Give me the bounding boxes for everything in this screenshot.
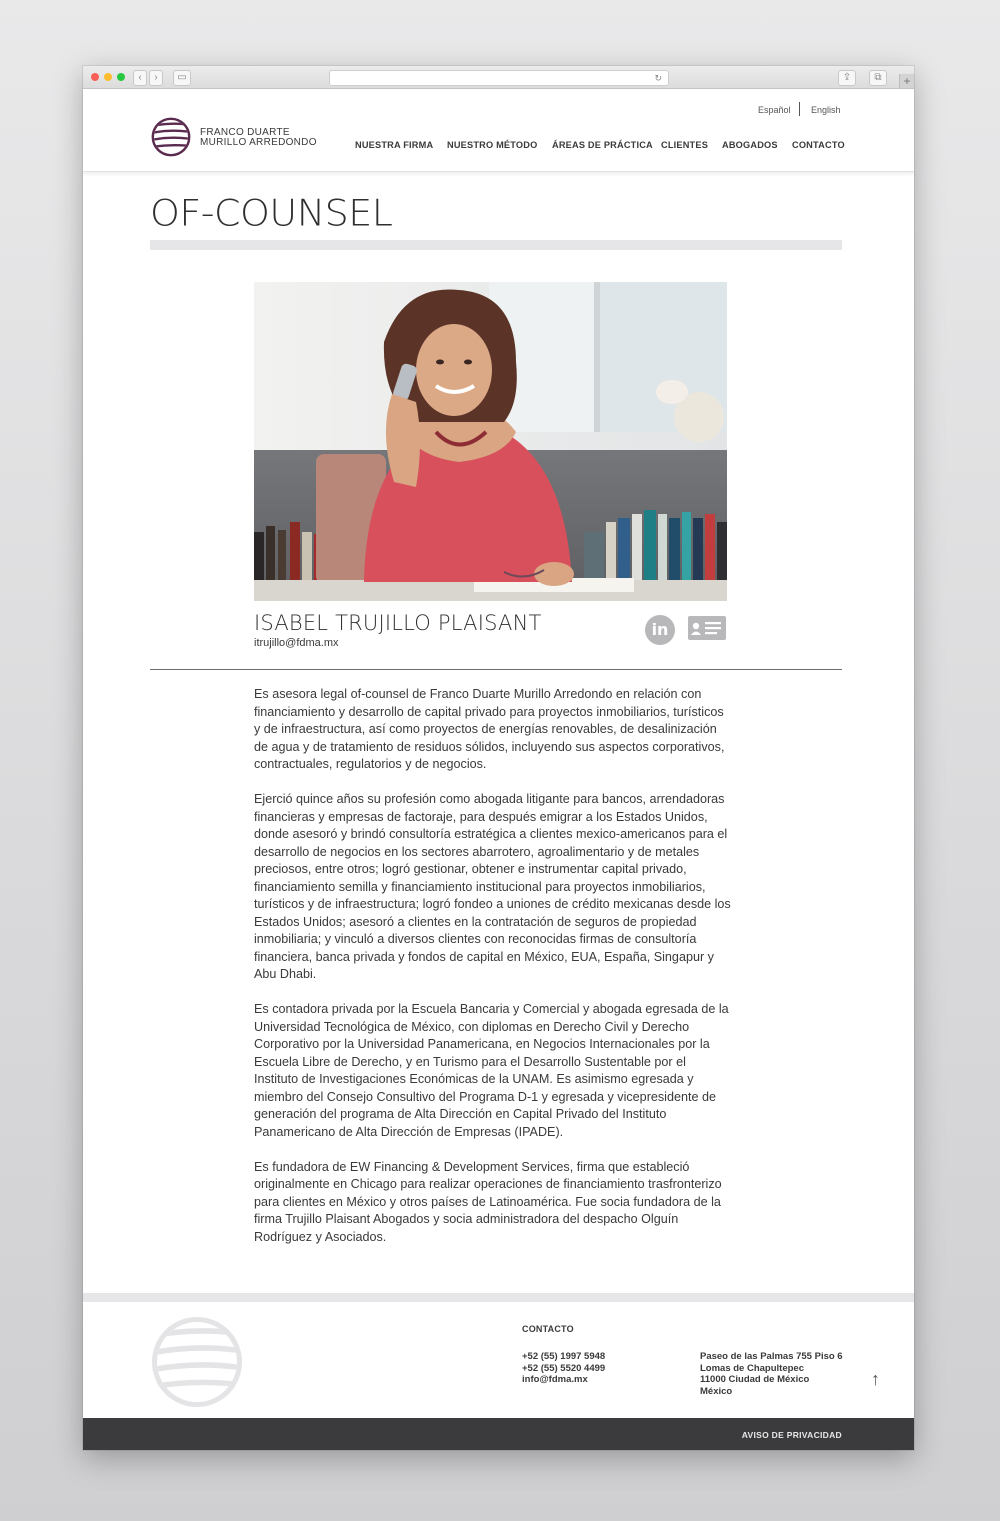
- close-window-button[interactable]: [91, 73, 99, 81]
- logo-icon[interactable]: [151, 117, 191, 157]
- biography: [254, 686, 732, 1264]
- address-line-3: 11000 Ciudad de México: [700, 1374, 810, 1385]
- footer-phones: [522, 1351, 605, 1386]
- section-divider: [150, 669, 842, 670]
- logo-line-2: MURILLO ARREDONDO: [200, 137, 317, 148]
- page-title: OF-COUNSEL: [150, 192, 393, 234]
- site-header: [83, 89, 914, 172]
- vcard-icon[interactable]: [688, 616, 726, 640]
- logo-wordmark[interactable]: [200, 128, 317, 148]
- lang-english[interactable]: English: [811, 105, 841, 115]
- sidebar-icon[interactable]: ▭: [173, 70, 191, 86]
- scroll-top-icon[interactable]: ↑: [871, 1369, 880, 1389]
- bottom-bar: [83, 1418, 914, 1450]
- bio-paragraph-4: Es fundadora de EW Financing & Development Services, firma que estableció originalmente en Chicago para realizar operaciones de financiamiento trasfronterizo para clientes en México y otros países de Latinoamérica. Fue socia fundadora de la firma Trujillo Plaisant Abogados y socia administradora del despacho Olguín Rodríguez y Asociados.: [254, 1159, 722, 1244]
- address-line-2: Lomas de Chapultepec: [700, 1362, 804, 1374]
- browser-window: [83, 66, 914, 1450]
- lang-separator: [799, 102, 800, 116]
- footer-address: [700, 1351, 843, 1397]
- title-underline-bar: [150, 240, 842, 250]
- footer-phone-1[interactable]: +52 (55) 1997 5948: [522, 1351, 606, 1362]
- zoom-window-button[interactable]: [117, 73, 125, 81]
- footer-contact-label: CONTACTO: [522, 1324, 574, 1334]
- tabs-icon[interactable]: ⧉: [869, 70, 887, 86]
- minimize-window-button[interactable]: [104, 73, 112, 81]
- bio-paragraph-2: Ejerció quince años su profesión como abogada litigante para bancos, arrendadoras financieras y empresas de factoraje, para después emigrar a los Estados Unidos, donde asesoró y brindó consultoría estratégica a clientes mexico-americanos para el desarrollo de negocios en los sectores abarrotero, agroalimentario y de metales preciosos, entre otros; logró gestionar, obtener e instrumentar capital privado, financiamiento semilla y financiamiento institucional para proyectos inmobiliarios, turísticos y de infraestructura; logró fondeo a uniones de crédito mexicanas desde los Estados Unidos; asesoró a clientes en la contratación de seguros de propiedad inmobiliaria; y vinculó a diversos clientes con reconocidas firmas de consultoría financiera, banca privada y fondos de capital en México, EUA, España, Singapur y Abu Dhabi.: [254, 792, 731, 981]
- privacy-link[interactable]: AVISO DE PRIVACIDAD: [741, 1430, 842, 1440]
- lang-espanol[interactable]: Español: [758, 105, 791, 115]
- nav-nuestra-firma[interactable]: NUESTRA FIRMA: [355, 140, 434, 150]
- reload-icon[interactable]: ↻: [654, 73, 662, 83]
- bio-paragraph-1: Es asesora legal of-counsel de Franco Duarte Murillo Arredondo en relación con financiamiento y desarrollo de capital privado para proyectos inmobiliarios, turísticos y de infraestructura, así como proyectos de energías renovables, de desalinización de agua y de tratamiento de residuos sólidos, incluyendo sus aspectos corporativos, contractuales, regulatorios y de negocios.: [254, 687, 725, 771]
- linkedin-icon[interactable]: in: [645, 615, 675, 645]
- footer-logo-icon: [151, 1316, 243, 1408]
- nav-contacto[interactable]: CONTACTO: [792, 140, 845, 150]
- nav-nuestro-metodo[interactable]: NUESTRO MÉTODO: [447, 140, 538, 150]
- address-bar[interactable]: [329, 70, 669, 86]
- back-icon[interactable]: ‹: [133, 70, 147, 86]
- portrait-photo: [254, 282, 727, 601]
- footer-band: [83, 1293, 914, 1302]
- new-tab-icon[interactable]: +: [899, 74, 914, 88]
- person-email[interactable]: itrujillo@fdma.mx: [254, 637, 339, 649]
- person-name: ISABEL TRUJILLO PLAISANT: [254, 611, 542, 635]
- footer-email[interactable]: info@fdma.mx: [522, 1374, 588, 1385]
- footer-phone-2[interactable]: +52 (55) 5520 4499: [522, 1362, 606, 1374]
- nav-clientes[interactable]: CLIENTES: [661, 140, 709, 150]
- nav-areas-de-practica[interactable]: ÁREAS DE PRÁCTICA: [552, 140, 653, 150]
- browser-toolbar: [83, 66, 914, 89]
- share-icon[interactable]: ⇪: [838, 70, 856, 86]
- forward-icon[interactable]: ›: [149, 70, 163, 86]
- nav-abogados[interactable]: ABOGADOS: [722, 140, 778, 150]
- bio-paragraph-3: Es contadora privada por la Escuela Bancaria y Comercial y abogada egresada de la Universidad Tecnológica de México, con diplomas en Derecho Civil y Derecho Corporativo por la Universidad Panamericana, en Negocios Internacionales por la Escuela Libre de Derecho, y en Turismo para el Desarrollo Sustentable por el Instituto de Investigaciones Económicas de la UNAM. Es asimismo egresada y miembro del Consejo Consultivo del Programa D-1 y egresada y vicepresidente de generación del programa de Alta Dirección en Capital Privado del Instituto Panamericano de Alta Dirección de Empresas (IPADE).: [254, 1002, 729, 1139]
- address-line-1: Paseo de las Palmas 755 Piso 6: [700, 1351, 843, 1362]
- address-line-4: México: [700, 1385, 733, 1397]
- logo-line-1: FRANCO DUARTE: [200, 127, 290, 138]
